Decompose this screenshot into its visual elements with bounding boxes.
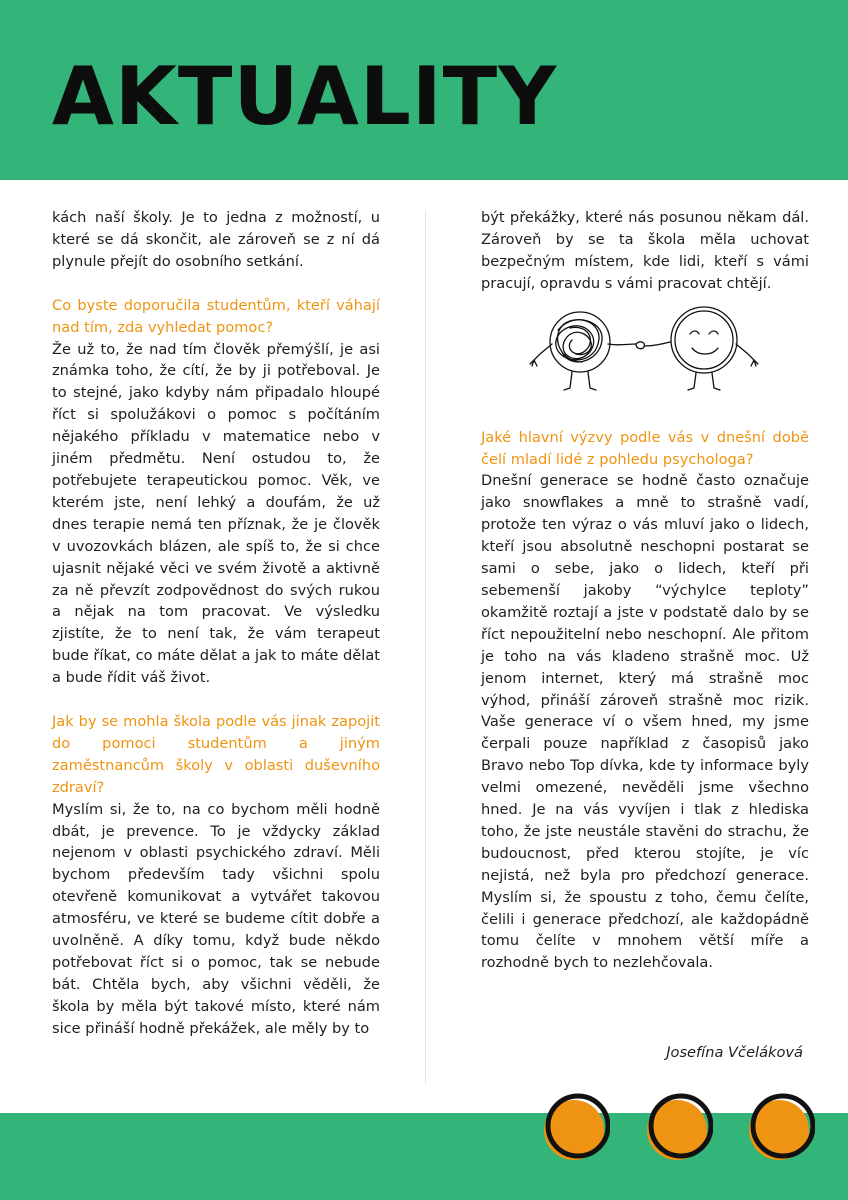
orange-circle-outline-icon	[643, 1090, 713, 1164]
interview-question: Co byste doporučila studentům, kteří váhají nad tím, zda vyhledat pomoc?	[52, 296, 380, 336]
interview-answer: Že už to, že nad tím člověk přemýšlí, je asi známka toho, že cítí, že by ji potřeboval. Je to stejné, jako kdyby nám připadalo hloupé říct si spolužákovi o pomoc s počítáním nějakého příkladu v matematice nebo v jiném předmětu. Není ostudou to, že potřebujete terapeutickou pomoc. Věk, ve kterém jste, není lehký a doufám, že už dnes terapie nemá ten příznak, že je člověk v uvozovkách blázen, ale spíš to, že si chce ujasnit nějaké věci ve svém životě a aktivně za ně převzít zodpovědnost do svých rukou a nějak na tom pracovat. Ve výsledku zjistíte, že to není tak, že vám terapeut bude říkat, co máte dělat a jak to máte dělat a bude řídit váš život.	[52, 340, 380, 687]
left-column	[52, 207, 380, 1040]
column-divider	[425, 210, 426, 1085]
page-title: AKTUALITY	[52, 50, 558, 143]
author-signature: Josefína Včeláková	[666, 1044, 803, 1061]
interview-answer: Myslím si, že to, na co bychom měli hodně dbát, je prevence. To je vždycky základ nejenom v oblasti psychického zdraví. Měli bychom především tady všichni spolu otevřeně komunikovat a vytvářet takovou atmosféru, ve které se budeme cítit dobře a uvolněně. A díky tomu, když bude někdo potřebovat říct si o pomoc, tak se nebude bát. Chtěla bych, aby všichni věděli, že škola by měla být takové místo, které nám sice přináší hodně překážek, ale měly by to	[52, 800, 380, 1037]
paragraph: kách naší školy. Je to jedna z možností, u které se dá skončit, ale zároveň se z ní dá plynule přejít do osobního setkání.	[52, 209, 380, 270]
interview-question: Jaké hlavní výzvy podle vás v dnešní době čelí mladí lidé z pohledu psychologa?	[481, 428, 809, 468]
orange-circle-outline-icon	[540, 1090, 610, 1164]
footer-banner	[0, 1113, 848, 1200]
orange-circle-outline-icon	[745, 1090, 815, 1164]
paragraph: být překážky, které nás posunou někam dál. Zároveň by se ta škola měla uchovat bezpečným místem, kde lidi, kteří s vámi pracují, opravdu s vámi pracovat chtějí.	[481, 209, 809, 292]
header-banner	[0, 0, 848, 180]
interview-answer: Dnešní generace se hodně často označuje jako snowflakes a mně to strašně vadí, protože ten výraz o vás mluví jako o lidech, kteří jsou absolutně neschopni postarat se sami o sebe, jako o lidech, kteří při sebemenší jakoby “výchylce teploty” okamžitě roztají a jste v podstatě dalo by se říct nepoužitelní nebo neschopní. Ale přitom je toho na vás kladeno strašně moc. Už jenom internet, který má strašně moc výhod, přináší zároveň strašně moc rizik. Vaše generace ví o všem hned, my jsme čerpali pouze například z časopisů jako Bravo nebo Top dívka, kde ty informace byly velmi omezené, nevěděli jsme všechno hned. Je na vás vyvíjen i tlak z hlediska toho, že jste neustále stavěni do strachu, že budoucnost, před kterou stojíte, je víc nejistá, než byla pro předchozí generace. Myslím si, že spoustu z toho, čemu čelíte, čelili i generace předchozí, ale každopádně tomu čelíte v mnohem větší míře a rozhodně bych to nezlehčovala.	[481, 472, 809, 972]
interview-question: Jak by se mohla škola podle vás jinak zapojit do pomoci studentům a jiným zaměstnancům školy v oblasti duševního zdraví?	[52, 713, 380, 796]
tangled-and-happy-figures-holding-hands-icon	[520, 300, 780, 392]
